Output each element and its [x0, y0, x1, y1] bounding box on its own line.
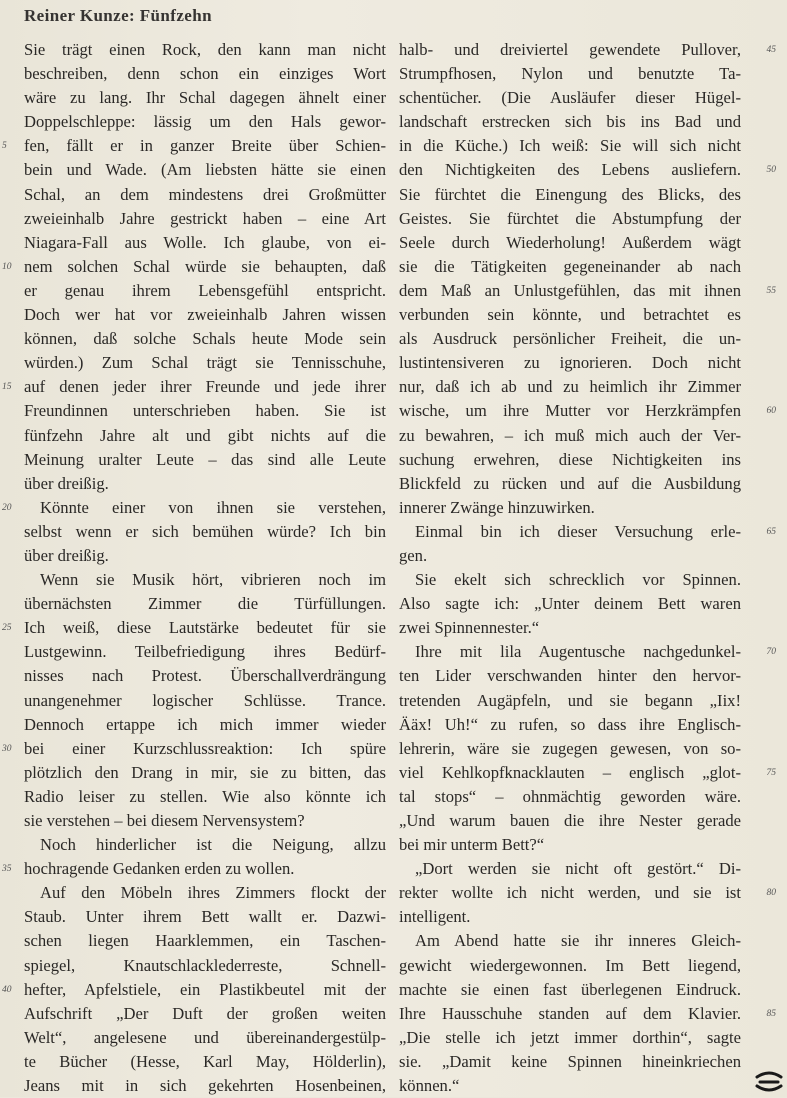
line-text: Niagara-Fall aus Wolle. Ich glaube, von ei-	[24, 232, 386, 252]
line-text: Ihre Hausschuhe standen auf dem Klavier.	[399, 1003, 741, 1023]
line-text: spiegel, Knautschlacklederreste, Schnell-	[24, 955, 386, 975]
text-line	[2, 616, 386, 640]
text-line	[399, 737, 741, 761]
line-text: sie. „Damit keine Spinnen hineinkriechen	[399, 1051, 741, 1071]
text-line	[399, 448, 741, 472]
line-text: plötzlich den Drang in mir, sie zu bitten, das	[24, 762, 386, 782]
line-text: Strumpfhosen, Nylon und benutzte Ta-	[399, 64, 741, 84]
line-text: Wenn sie Musik hört, vibrieren noch im	[40, 570, 386, 590]
menu-fold-icon	[754, 1068, 784, 1094]
line-text: hochragende Gedanken erden zu wollen.	[24, 859, 295, 879]
text-line	[399, 857, 741, 881]
text-line	[24, 929, 386, 953]
text-line	[24, 833, 386, 857]
text-line	[399, 905, 741, 929]
line-text: nem solchen Schal würde sie behaupten, daß	[24, 256, 386, 276]
text-line	[399, 616, 741, 640]
text-line	[399, 664, 741, 688]
left-text-column	[2, 38, 386, 1098]
text-line	[24, 640, 386, 664]
line-text: zweieinhalb Jahre gestrickt haben – eine Art	[24, 208, 386, 228]
line-number: 55	[766, 285, 776, 296]
text-line	[399, 183, 741, 207]
text-line	[399, 303, 741, 327]
text-line	[399, 424, 741, 448]
text-line	[2, 737, 386, 761]
text-line	[24, 279, 386, 303]
line-text: tal stops“ – ohnmächtig geworden wäre.	[399, 786, 741, 806]
text-line	[399, 255, 741, 279]
line-number: 5	[2, 141, 7, 152]
line-text: Doch wer hat vor zweieinhalb Jahren wissen	[24, 305, 386, 325]
text-line	[24, 761, 386, 785]
text-line	[24, 62, 386, 86]
line-text: ten Lider verschwanden hinter den hervor-	[399, 666, 741, 686]
line-text: Schal, an dem mindestens drei Großmütter	[24, 184, 386, 204]
line-number: 20	[2, 502, 12, 513]
line-text: Blickfeld zu rücken und auf die Ausbildung	[399, 473, 741, 493]
line-text: beschreiben, denn schon ein einziges Wort	[24, 64, 386, 84]
line-text: bein und Wade. (Am liebsten hätte sie einen	[24, 160, 386, 180]
text-line	[24, 472, 386, 496]
line-text: übernächsten Zimmer die Türfüllungen.	[24, 594, 386, 614]
text-line	[399, 375, 741, 399]
text-line	[399, 1074, 741, 1098]
text-line	[24, 568, 386, 592]
line-text: bei einer Kurzschlussreaktion: Ich spüre	[24, 738, 386, 758]
line-text: viel Kehlkopfknacklauten – englisch „glot-	[399, 762, 741, 782]
text-line	[24, 905, 386, 929]
line-text: unangenehmer logischer Schlüsse. Trance.	[24, 690, 386, 710]
line-number: 10	[2, 261, 12, 272]
text-line	[24, 110, 386, 134]
line-text: Staub. Unter ihrem Bett wallt er. Dazwi-	[24, 907, 386, 927]
text-line	[24, 954, 386, 978]
text-line	[24, 520, 386, 544]
line-text: können, daß solche Schals heute Mode sein	[24, 329, 386, 349]
text-line	[24, 207, 386, 231]
text-line	[399, 544, 741, 568]
text-line	[24, 689, 386, 713]
line-text: „Die stelle ich jetzt immer dorthin“, sagte	[399, 1027, 741, 1047]
text-line	[399, 954, 741, 978]
line-text: fünfzehn Jahre alt und gibt nichts auf die	[24, 425, 386, 445]
line-text: Also sagte ich: „Unter deinem Bett waren	[399, 594, 741, 614]
text-line	[399, 761, 776, 785]
line-text: intelligent.	[399, 907, 471, 927]
line-text: Ääx! Uh!“ zu rufen, so dass ihre Englisch-	[399, 714, 741, 734]
text-line	[399, 472, 741, 496]
right-text-column	[399, 38, 776, 1098]
text-line	[399, 833, 741, 857]
text-line	[24, 809, 386, 833]
line-number: 30	[2, 743, 12, 754]
text-line	[2, 255, 386, 279]
line-text: Sie trägt einen Rock, den kann man nicht	[24, 40, 386, 59]
line-text: Könnte einer von ihnen sie verstehen,	[40, 497, 386, 517]
line-text: suchung erwehren, diese Nichtigkeiten ins	[399, 449, 741, 469]
line-text: dem Maß an Unlustgefühlen, das mit ihnen	[399, 280, 741, 300]
line-text: wische, um ihre Mutter vor Herzkrämpfen	[399, 401, 741, 421]
text-line	[399, 1002, 776, 1026]
text-line	[399, 158, 776, 182]
line-text: halb- und dreiviertel gewendete Pullover,	[399, 40, 741, 59]
line-text: rekter wollte ich nicht werden, und sie ist	[399, 883, 741, 903]
line-text: innerer Zwänge hinzuwirken.	[399, 497, 595, 517]
text-line	[24, 351, 386, 375]
line-text: auf denen jeder ihrer Freunde und jede ihrer	[24, 377, 386, 397]
line-text: „Dort werden sie nicht oft gestört.“ Di-	[415, 859, 741, 879]
text-line	[24, 1074, 386, 1098]
line-text: Meinung uralter Leute – das sind alle Leute	[24, 449, 386, 469]
text-line	[399, 809, 741, 833]
line-text: „Und warum bauen die ihre Nester gerade	[399, 811, 741, 830]
line-number: 75	[766, 767, 776, 778]
text-line	[399, 785, 741, 809]
line-text: Geistes. Sie fürchtet die Abstumpfung der	[399, 208, 741, 228]
document-title: Reiner Kunze: Fünfzehn	[24, 6, 212, 25]
line-text: Lustgewinn. Teilbefriedigung ihres Bedürf-	[24, 642, 386, 662]
line-text: Auf den Möbeln ihres Zimmers flockt der	[40, 883, 386, 903]
text-line	[399, 713, 741, 737]
line-text: Ich weiß, diese Lautstärke bedeutet für sie	[24, 618, 386, 638]
text-line	[24, 1050, 386, 1074]
line-text: in die Küche.) Ich weiß: Sie will sich nicht	[399, 136, 741, 156]
line-text: schentücher. (Die Ausläufer dieser Hügel-	[399, 88, 741, 108]
line-text: nur, daß ich ab und zu heimlich ihr Zimmer	[399, 377, 741, 397]
line-text: zu bewahren, – ich muß mich auch der Ver-	[399, 425, 741, 445]
text-line	[2, 375, 386, 399]
text-line	[2, 496, 386, 520]
line-number: 80	[766, 888, 776, 899]
line-text: er genau ihrem Lebensgefühl entspricht.	[24, 280, 386, 300]
line-text: sie verstehen – bei diesem Nervensystem?	[24, 811, 305, 830]
line-text: Noch hinderlicher ist die Neigung, allzu	[40, 835, 386, 855]
line-text: gewicht wiedergewonnen. Im Bett liegend,	[399, 955, 741, 975]
line-text: würden.) Zum Schal trägt sie Tennisschuhe,	[24, 353, 386, 373]
line-text: tretenden Augäpfeln, und sie begann „Iix!	[399, 690, 741, 710]
line-text: lehrerin, wäre sie zugegen gewesen, von so-	[399, 738, 741, 758]
text-line	[399, 929, 741, 953]
text-line	[24, 1002, 386, 1026]
line-text: selbst wenn er sich bemühen würde? Ich bin	[24, 521, 386, 541]
line-text: sie die Tätigkeiten gegeneinander ab nach	[399, 256, 741, 276]
line-text: nisses nach Protest. Überschallverdrängung	[24, 666, 386, 686]
line-text: Einmal bin ich dieser Versuchung erle-	[415, 521, 741, 541]
text-line	[24, 448, 386, 472]
line-number: 45	[766, 45, 776, 55]
text-line	[399, 568, 741, 592]
text-line	[399, 327, 741, 351]
line-text: Ihre mit lila Augentusche nachgedunkel-	[415, 642, 741, 662]
line-number: 35	[2, 864, 12, 875]
line-text: als Ausdruck persönlicher Freiheit, die un-	[399, 329, 741, 349]
line-text: Sie ekelt sich schrecklich vor Spinnen.	[415, 570, 741, 590]
text-line	[24, 881, 386, 905]
text-line	[24, 1026, 386, 1050]
line-text: Sie fürchtet die Einengung des Blicks, des	[399, 184, 741, 204]
text-line	[399, 279, 776, 303]
text-line	[399, 592, 741, 616]
line-text: landschaft erstrecken sich bis ins Bad und	[399, 112, 741, 132]
text-line	[24, 158, 386, 182]
text-line	[399, 1050, 741, 1074]
line-number: 60	[766, 406, 776, 417]
line-text: wäre zu lang. Ihr Schal dagegen ähnelt einer	[24, 88, 386, 108]
line-text: Welt“, angelesene und übereinandergestülp-	[24, 1027, 386, 1047]
line-text: hefter, Apfelstiele, ein Plastikbeutel mit der	[24, 979, 386, 999]
line-text: schen liegen Haarklemmen, ein Taschen-	[24, 931, 386, 951]
text-line	[24, 86, 386, 110]
text-line	[24, 592, 386, 616]
text-line	[24, 785, 386, 809]
line-number: 40	[2, 984, 12, 995]
line-text: können.“	[399, 1076, 460, 1096]
line-text: Radio leiser zu stellen. Wie also könnte ich	[24, 786, 386, 806]
line-text: bei mir unterm Bett?“	[399, 835, 545, 855]
text-line	[24, 231, 386, 255]
text-line	[24, 327, 386, 351]
line-text: Dennoch ertappe ich mich immer wieder	[24, 714, 386, 734]
line-text: verbunden sein könnte, und betrachtet es	[399, 305, 741, 325]
line-text: zwei Spinnennester.“	[399, 618, 540, 638]
text-line	[399, 881, 776, 905]
line-text: lustintensiveren zu ignorieren. Doch nicht	[399, 353, 741, 373]
line-text: über dreißig.	[24, 545, 109, 565]
line-number: 85	[766, 1008, 776, 1019]
text-line	[2, 857, 386, 881]
line-text: fen, fällt er in ganzer Breite über Schien-	[24, 136, 386, 156]
text-line	[399, 110, 741, 134]
line-number: 25	[2, 623, 12, 634]
line-text: den Nichtigkeiten des Lebens ausliefern.	[399, 160, 741, 180]
text-line	[24, 544, 386, 568]
line-text: machte sie einen fast überlegenen Eindruck.	[399, 979, 741, 999]
text-line	[399, 689, 741, 713]
line-text: te Bücher (Hesse, Karl May, Hölderlin),	[24, 1051, 386, 1071]
text-line	[399, 38, 776, 62]
line-text: Freundinnen unterschrieben haben. Sie ist	[24, 401, 386, 421]
text-line	[399, 520, 776, 544]
text-line	[399, 496, 741, 520]
text-line	[399, 640, 776, 664]
text-line	[24, 399, 386, 423]
text-line	[399, 351, 741, 375]
line-text: Jeans mit in sich gekehrten Hosenbeinen,	[24, 1076, 386, 1096]
text-line	[24, 424, 386, 448]
text-line	[399, 231, 741, 255]
text-line	[399, 207, 741, 231]
line-text: Aufschrift „Der Duft der großen weiten	[24, 1003, 386, 1023]
text-line	[2, 978, 386, 1002]
text-line	[24, 183, 386, 207]
line-number: 70	[766, 647, 776, 658]
text-line	[24, 713, 386, 737]
text-line	[2, 134, 386, 158]
text-line	[24, 664, 386, 688]
text-line	[399, 399, 776, 423]
line-text: gen.	[399, 545, 428, 565]
line-text: Am Abend hatte sie ihr inneres Gleich-	[415, 931, 741, 951]
line-number: 15	[2, 382, 12, 393]
text-line	[24, 303, 386, 327]
line-text: Doppelschleppe: lässig um den Hals gewor-	[24, 112, 386, 132]
line-number: 65	[766, 526, 776, 537]
menu-fold-button[interactable]	[752, 1066, 786, 1096]
text-line	[399, 1026, 741, 1050]
line-text: Seele durch Wiederholung! Außerdem wägt	[399, 232, 741, 252]
text-line	[399, 86, 741, 110]
line-text: über dreißig.	[24, 473, 109, 493]
text-line	[399, 134, 741, 158]
text-line	[399, 62, 741, 86]
text-line	[399, 978, 741, 1002]
text-line	[24, 38, 386, 62]
line-number: 50	[766, 165, 776, 176]
